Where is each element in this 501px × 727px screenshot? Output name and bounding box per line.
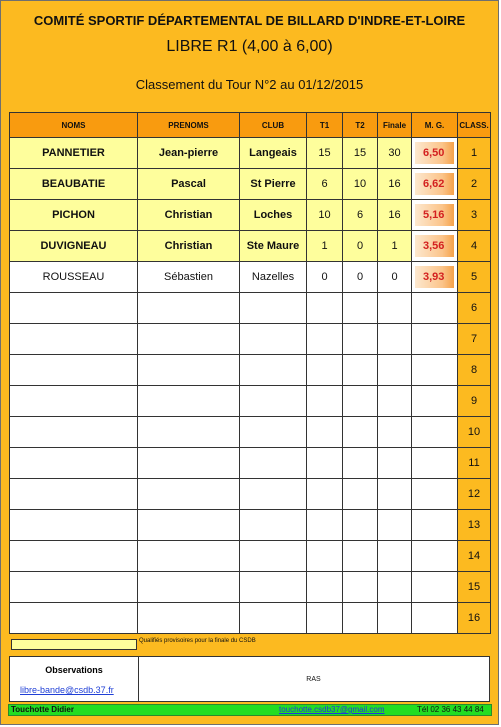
cell-class: 8: [458, 355, 491, 386]
table-row: [10, 603, 491, 634]
cell-t1: [307, 541, 343, 572]
cell-class: 1: [458, 138, 491, 169]
cell-club: [240, 324, 307, 355]
cell-class: 10: [458, 417, 491, 448]
cell-t2: [343, 572, 378, 603]
cell-mg: [412, 200, 458, 231]
cell-club: [240, 448, 307, 479]
cell-t1: [307, 448, 343, 479]
table-row: [10, 293, 491, 324]
table-row: [10, 386, 491, 417]
cell-nom: [10, 417, 138, 448]
cell-nom: PANNETIER: [10, 138, 138, 169]
org-title: COMITÉ SPORTIF DÉPARTEMENTAL DE BILLARD D'INDRE-ET-LOIRE: [33, 13, 466, 28]
cell-class: 6: [458, 293, 491, 324]
column-header-mg: M. G.: [412, 113, 458, 138]
cell-nom: [10, 541, 138, 572]
cell-t1: 15: [307, 138, 343, 169]
cell-t1: [307, 479, 343, 510]
cell-t2: [343, 293, 378, 324]
cell-prenom: [138, 603, 240, 634]
table-row: [10, 138, 491, 169]
cell-prenom: [138, 572, 240, 603]
column-header-club: CLUB: [240, 113, 307, 138]
cell-finale: [378, 510, 412, 541]
cell-club: [240, 541, 307, 572]
cell-mg: [412, 479, 458, 510]
cell-nom: ROUSSEAU: [10, 262, 138, 293]
cell-finale: [378, 603, 412, 634]
cell-prenom: Jean-pierre: [138, 138, 240, 169]
cell-nom: [10, 293, 138, 324]
cell-club: [240, 510, 307, 541]
observations-email-link[interactable]: libre-bande@csdb.37.fr: [20, 685, 114, 695]
cell-t2: [343, 479, 378, 510]
table-row: [10, 355, 491, 386]
cell-finale: 16: [378, 200, 412, 231]
cell-mg: [412, 355, 458, 386]
cell-prenom: [138, 510, 240, 541]
cell-finale: [378, 417, 412, 448]
cell-t1: [307, 510, 343, 541]
cell-t1: [307, 355, 343, 386]
cell-mg: [412, 138, 458, 169]
cell-prenom: [138, 448, 240, 479]
cell-mg: [412, 448, 458, 479]
observations-title: Observations: [45, 665, 103, 675]
observations-box: [9, 656, 490, 702]
table-row: [10, 510, 491, 541]
cell-nom: [10, 448, 138, 479]
cell-t1: [307, 417, 343, 448]
cell-finale: [378, 324, 412, 355]
table-row: [10, 231, 491, 262]
cell-mg: [412, 386, 458, 417]
cell-finale: [378, 448, 412, 479]
cell-club: Langeais: [240, 138, 307, 169]
cell-finale: [378, 386, 412, 417]
column-header-nom: NOMS: [10, 113, 138, 138]
cell-mg: [412, 541, 458, 572]
table-row: [10, 572, 491, 603]
cell-club: [240, 603, 307, 634]
column-header-class: CLASS.: [458, 113, 491, 138]
cell-t1: [307, 324, 343, 355]
cell-finale: 0: [378, 262, 412, 293]
cell-club: Nazelles: [240, 262, 307, 293]
column-header-prenom: PRENOMS: [138, 113, 240, 138]
cell-nom: [10, 355, 138, 386]
mg-value: 6,50: [415, 142, 454, 164]
cell-class: 4: [458, 231, 491, 262]
cell-t2: [343, 417, 378, 448]
table-row: [10, 324, 491, 355]
cell-prenom: [138, 386, 240, 417]
cell-t2: [343, 355, 378, 386]
cell-class: 9: [458, 386, 491, 417]
cell-mg: [412, 572, 458, 603]
cell-finale: [378, 541, 412, 572]
cell-prenom: Christian: [138, 200, 240, 231]
cell-t2: 15: [343, 138, 378, 169]
cell-mg: [412, 417, 458, 448]
cell-mg: [412, 231, 458, 262]
cell-mg: [412, 169, 458, 200]
cell-club: [240, 479, 307, 510]
cell-finale: 1: [378, 231, 412, 262]
ranking-table: [9, 112, 491, 634]
cell-club: Loches: [240, 200, 307, 231]
cell-prenom: [138, 541, 240, 572]
cell-club: St Pierre: [240, 169, 307, 200]
cell-club: Ste Maure: [240, 231, 307, 262]
cell-t2: [343, 510, 378, 541]
mg-value: 5,16: [415, 204, 454, 226]
cell-nom: [10, 603, 138, 634]
cell-finale: [378, 293, 412, 324]
cell-prenom: Pascal: [138, 169, 240, 200]
cell-t1: 0: [307, 262, 343, 293]
cell-t1: 10: [307, 200, 343, 231]
cell-mg: [412, 510, 458, 541]
cell-finale: [378, 355, 412, 386]
cell-club: [240, 417, 307, 448]
observations-remarks: RAS: [306, 676, 321, 683]
column-header-t1: T1: [307, 113, 343, 138]
cell-class: 7: [458, 324, 491, 355]
mg-value: 3,93: [415, 266, 454, 288]
cell-class: 12: [458, 479, 491, 510]
cell-t1: [307, 572, 343, 603]
category-title: LIBRE R1 (4,00 à 6,00): [166, 38, 333, 55]
cell-class: 3: [458, 200, 491, 231]
cell-class: 11: [458, 448, 491, 479]
cell-nom: PICHON: [10, 200, 138, 231]
cell-prenom: Christian: [138, 231, 240, 262]
cell-class: 16: [458, 603, 491, 634]
cell-finale: [378, 572, 412, 603]
table-row: [10, 262, 491, 293]
table-row: [10, 448, 491, 479]
table-row: [10, 417, 491, 448]
cell-club: [240, 355, 307, 386]
table-header-row: [10, 113, 491, 138]
cell-t1: [307, 293, 343, 324]
cell-finale: 30: [378, 138, 412, 169]
cell-prenom: [138, 479, 240, 510]
cell-mg: [412, 324, 458, 355]
cell-class: 2: [458, 169, 491, 200]
cell-class: 15: [458, 572, 491, 603]
cell-t2: 0: [343, 231, 378, 262]
cell-t1: 6: [307, 169, 343, 200]
cell-mg: [412, 293, 458, 324]
cell-prenom: [138, 417, 240, 448]
cell-club: [240, 572, 307, 603]
table-row: [10, 479, 491, 510]
footer-phone: Tél 02 36 43 44 84: [417, 705, 484, 714]
cell-t2: [343, 448, 378, 479]
table-row: [10, 541, 491, 572]
cell-mg: [412, 262, 458, 293]
cell-prenom: [138, 355, 240, 386]
cell-nom: DUVIGNEAU: [10, 231, 138, 262]
cell-t1: [307, 386, 343, 417]
qualified-legend-swatch: [11, 639, 137, 650]
footer-email-link[interactable]: touchotte.csdb37@gmail.com: [279, 705, 385, 714]
column-header-t2: T2: [343, 113, 378, 138]
cell-t1: 1: [307, 231, 343, 262]
column-header-finale: Finale: [378, 113, 412, 138]
cell-mg: [412, 603, 458, 634]
cell-nom: [10, 324, 138, 355]
cell-t2: 6: [343, 200, 378, 231]
footer-bar: [8, 704, 492, 716]
cell-nom: [10, 510, 138, 541]
cell-club: [240, 386, 307, 417]
table-row: [10, 200, 491, 231]
cell-t2: 0: [343, 262, 378, 293]
mg-value: 3,56: [415, 235, 454, 257]
cell-club: [240, 293, 307, 324]
cell-prenom: [138, 293, 240, 324]
ranking-subtitle: Classement du Tour N°2 au 01/12/2015: [135, 77, 364, 92]
cell-nom: BEAUBATIE: [10, 169, 138, 200]
cell-t1: [307, 603, 343, 634]
cell-class: 13: [458, 510, 491, 541]
cell-t2: [343, 541, 378, 572]
cell-prenom: [138, 324, 240, 355]
cell-finale: 16: [378, 169, 412, 200]
cell-t2: 10: [343, 169, 378, 200]
cell-t2: [343, 324, 378, 355]
cell-prenom: Sébastien: [138, 262, 240, 293]
cell-class: 5: [458, 262, 491, 293]
mg-value: 6,62: [415, 173, 454, 195]
cell-t2: [343, 603, 378, 634]
cell-class: 14: [458, 541, 491, 572]
cell-t2: [343, 386, 378, 417]
cell-nom: [10, 572, 138, 603]
cell-nom: [10, 386, 138, 417]
table-row: [10, 169, 491, 200]
qualified-legend-text: Qualifiés provisoires pour la finale du CSDB: [139, 638, 256, 644]
footer-name: Touchotte Didier: [11, 705, 74, 714]
cell-finale: [378, 479, 412, 510]
cell-nom: [10, 479, 138, 510]
